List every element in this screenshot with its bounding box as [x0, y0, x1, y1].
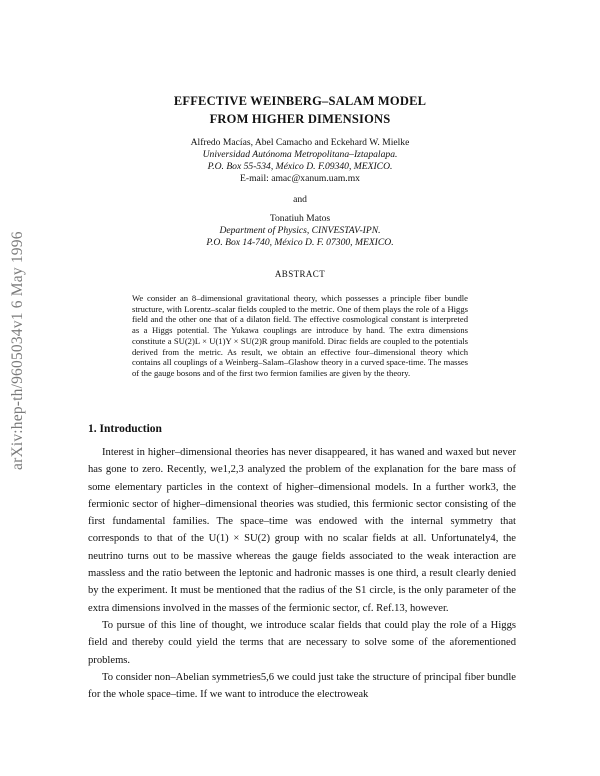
affiliation-1-line-2: P.O. Box 55-534, México D. F.09340, MEXICO. [207, 161, 393, 172]
paper-title-line-2: FROM HIGHER DIMENSIONS [209, 112, 391, 126]
arxiv-identifier: arXiv:hep-th/9605034v1 6 May 1996 [9, 231, 26, 470]
intro-paragraph-2: To pursue of this line of thought, we introduce scalar fields that could play the role of a Higgs field and thereby could yield the terms that are necessary to solve some of the aforementioned problems. [88, 619, 516, 666]
abstract-heading: ABSTRACT [274, 269, 326, 279]
affiliation-2-line-2: P.O. Box 14-740, México D. F. 07300, MEXICO. [206, 237, 394, 248]
affiliation-1-line-1: Universidad Autónoma Metropolitana–Iztapalapa. [202, 149, 398, 160]
introduction-body [88, 444, 516, 703]
intro-paragraph-3: To consider non–Abelian symmetries5,6 we could just take the structure of principal fiber bundle for the whole space–time. If we want to introduce the electroweak [88, 671, 516, 701]
author-2: Tonatiuh Matos [269, 213, 331, 224]
section-heading-introduction: 1. Introduction [88, 423, 162, 435]
intro-paragraph-1: Interest in higher–dimensional theories has never disappeared, it has waned and waxed but never has gone to zero. Recently, we1,2,3 analyzed the problem of the explanation for the bare mass of some elementary particles in the context of higher–dimensional models. In a further work3, the fermionic sector of higher–dimensional theories was studied, this fermionic sector consisting of the first fundamental families. The space–time was endowed with the internal symmetry that corresponds to that of the U(1) × SU(2) group with no scalar fields at all. Unfortunately4, the neutrino turns out to be massive whereas the gauge fields associated to the weak interaction are massless and the ratio between the leptonic and hadronic masses is one third, a result clearly denied by the experiment. It must be mentioned that the radius of the S1 circle, is the only parameter of the extra dimensions involved in the masses of the fermionic sector, cf. Ref.13, however. [88, 447, 516, 614]
and-separator: and [293, 194, 307, 205]
authors-group-1: Alfredo Macías, Abel Camacho and Eckehard W. Mielke [190, 137, 410, 148]
abstract-text: We consider an 8–dimensional gravitational theory, which possesses a principle fiber bundle structure, with Lorentz–scalar fields coupled to the metric. One of them plays the role of a Higgs field and the other one that of a dilaton field. The effective cosmological constant is interpreted as a Higgs potential. The Yukawa couplings are introduce by hand. The extra dimensions constitute a SU(2)L × U(1)Y × SU(2)R group manifold. Dirac fields are coupled to the potentials derived from the metric. As result, we obtain an effective four–dimensional theory which contains all couplings of a Weinberg–Salam–Glashow theory in a curved space-time. The masses of the gauge bosons and of the first two fermion families are given by the theory. [132, 293, 468, 378]
author-email: E-mail: amac@xanum.uam.mx [240, 173, 360, 184]
affiliation-2-line-1: Department of Physics, CINVESTAV-IPN. [219, 225, 381, 236]
paper-title-line-1: EFFECTIVE WEINBERG–SALAM MODEL [173, 94, 427, 108]
